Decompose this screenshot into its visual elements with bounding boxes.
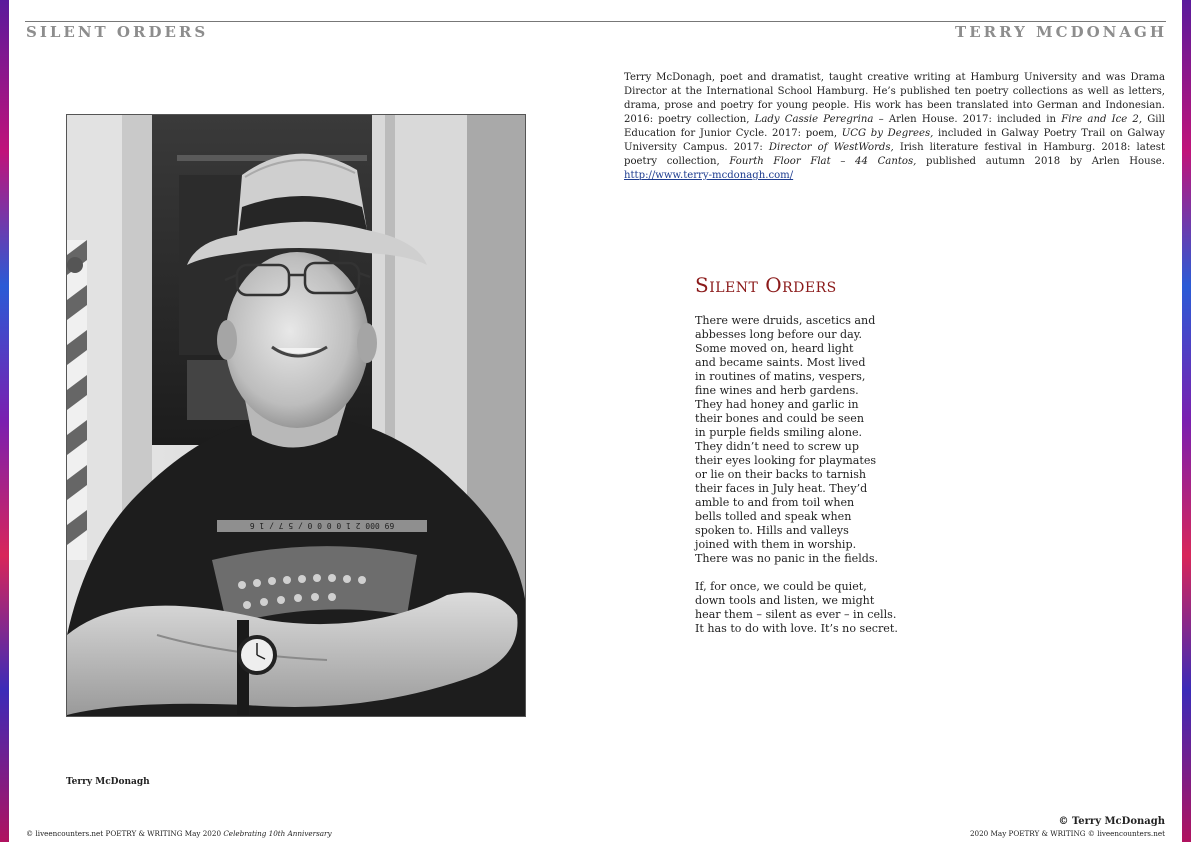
author-website-link[interactable]: http://www.terry-mcdonagh.com/ — [624, 170, 794, 181]
poem-body — [695, 314, 898, 650]
poem-line: amble to and from toil when — [695, 496, 855, 509]
bio-title-fourth-floor-flat: Fourth Floor Flat – 44 Cantos, — [729, 156, 917, 167]
poem-title: Silent Orders — [695, 273, 837, 297]
footer-left — [26, 829, 332, 838]
poem-line: spoken to. Hills and valleys — [695, 524, 849, 537]
poem-line: bells tolled and speak when — [695, 510, 852, 523]
bio-text: published autumn 2018 by Arlen House. — [916, 156, 1165, 167]
photo-caption: Terry McDonagh — [66, 777, 150, 787]
footer-right: 2020 May POETRY & WRITING © liveencounters.net — [969, 829, 1165, 838]
author-bio — [624, 71, 1165, 183]
bio-text: included in Galway Poetry Trail on Galway University Campus. 2017: — [624, 128, 1165, 153]
poem-line: There was no panic in the fields. — [695, 552, 879, 565]
author-photo — [66, 114, 526, 717]
bio-text: Terry McDonagh, poet and dramatist, taught creative writing at Hamburg University and was Drama Director at the International School Hamburg. He’s published ten poetry collections as well as letters, drama, prose and poetry for young people. His work has been translated into German and Indonesian. 2016: poetry collection, — [624, 72, 1165, 125]
poem-stanza — [695, 580, 898, 636]
bio-text: Gill Education for Junior Cycle. 2017: poem, — [624, 114, 1165, 139]
poem-line: their bones and could be seen — [695, 412, 865, 425]
right-decorative-edge — [1182, 0, 1191, 842]
poem-line: in routines of matins, vespers, — [695, 370, 866, 383]
poem-line: fine wines and herb gardens. — [695, 384, 859, 397]
poem-line: If, for once, we could be quiet, — [695, 580, 867, 593]
bio-title-ucg: UCG by Degrees, — [841, 128, 934, 139]
footer-left-text: © liveencounters.net POETRY & WRITING May 2020 — [26, 829, 224, 838]
header-left-title: SILENT ORDERS — [26, 23, 209, 41]
poem-line: their eyes looking for playmates — [695, 454, 877, 467]
poem-line: their faces in July heat. They’d — [695, 482, 868, 495]
poem-stanza — [695, 314, 898, 566]
bio-title-lady-cassie: Lady Cassie Peregrina — [754, 114, 874, 125]
poem-line: joined with them in worship. — [695, 538, 857, 551]
bio-text: Irish literature festival in Hamburg. 2018: latest poetry collection, — [624, 142, 1165, 167]
header-rule — [25, 21, 1166, 22]
poem-line: hear them – silent as ever – in cells. — [695, 608, 897, 621]
copyright-notice: © Terry McDonagh — [1058, 816, 1165, 827]
poem-line: It has to do with love. It’s no secret. — [695, 622, 898, 635]
poem-line: down tools and listen, we might — [695, 594, 875, 607]
poem-line: There were druids, ascetics and — [695, 314, 876, 327]
bio-title-fire-and-ice: Fire and Ice 2, — [1061, 114, 1143, 125]
poem-line: in purple fields smiling alone. — [695, 426, 863, 439]
poem-line: abbesses long before our day. — [695, 328, 863, 341]
shirt-print-text: 69 000 2 1 0 0 0 0 / 5 7 / 1 6 — [249, 521, 395, 530]
author-portrait-image — [67, 115, 526, 717]
poem-line: Some moved on, heard light — [695, 342, 854, 355]
poem-line: or lie on their backs to tarnish — [695, 468, 867, 481]
left-decorative-edge — [0, 0, 9, 842]
bio-title-westwords: Director of WestWords, — [768, 142, 894, 153]
poem-line: and became saints. Most lived — [695, 356, 866, 369]
footer-anniversary: Celebrating 10th Anniversary — [223, 829, 332, 838]
poem-line: They had honey and garlic in — [695, 398, 859, 411]
poem-line: They didn’t need to screw up — [695, 440, 859, 453]
header-right-author: TERRY MCDONAGH — [955, 23, 1167, 41]
bio-text: – Arlen House. 2017: included in — [873, 114, 1062, 125]
